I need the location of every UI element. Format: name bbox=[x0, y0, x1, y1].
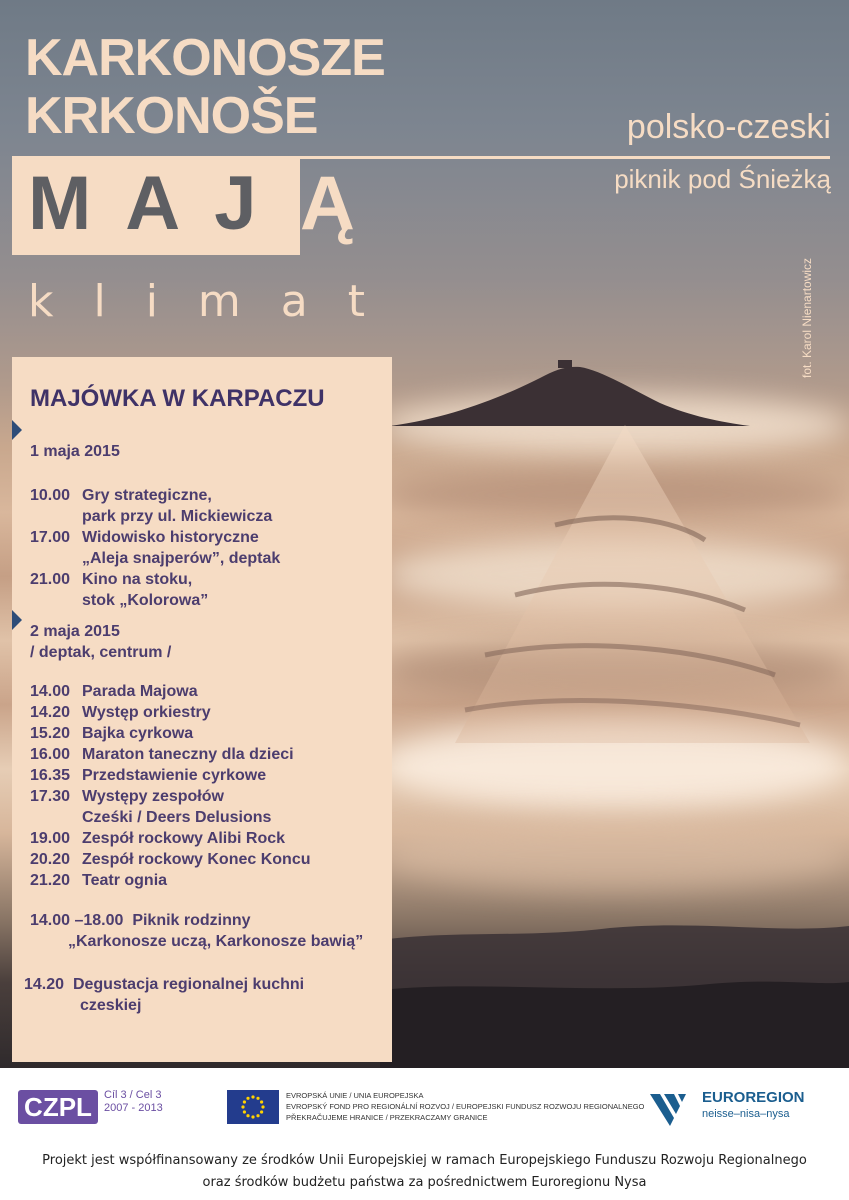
list-item bbox=[30, 786, 271, 828]
photo-credit: fot. Karol Nienartowicz bbox=[800, 257, 814, 378]
euroregion-subtitle: neisse–nisa–nysa bbox=[702, 1108, 790, 1120]
cil3-line2: 2007 - 2013 bbox=[104, 1102, 163, 1114]
cil3-label bbox=[104, 1089, 163, 1115]
czpl-pl: PL bbox=[58, 1092, 92, 1122]
list-item bbox=[30, 870, 167, 891]
czpl-cz: CZ bbox=[24, 1092, 59, 1122]
eu-line: EVROPSKÁ UNIE / UNIA EUROPEJSKA bbox=[286, 1091, 424, 1100]
eu-line: PŘEKRAČUJEME HRANICE / PRZEKRACZAMY GRANICE bbox=[286, 1113, 488, 1122]
triangle-tree-graphic bbox=[455, 425, 815, 745]
event-time: 14.20 bbox=[30, 704, 71, 721]
funding-line: oraz środków budżetu państwa za pośrednictwem Euroregionu Nysa bbox=[202, 1175, 647, 1190]
title-maja: MAJ bbox=[28, 161, 291, 246]
title-karkonosze: KARKONOSZE bbox=[25, 29, 385, 87]
event-text-cont: park przy ul. Mickiewicza bbox=[82, 508, 273, 525]
event-text: Maraton taneczny dla dzieci bbox=[82, 746, 294, 763]
event-text: Gry strategiczne, bbox=[82, 487, 212, 504]
event-time: 10.00 bbox=[30, 487, 71, 504]
event-text-cont: stok „Kolorowa” bbox=[82, 592, 209, 609]
event-text: Występ orkiestry bbox=[82, 704, 211, 721]
funding-statement bbox=[0, 1150, 849, 1194]
eu-fund-text bbox=[286, 1090, 644, 1123]
event-text: Przedstawienie cyrkowe bbox=[82, 767, 267, 784]
title-klimat: klimat bbox=[28, 276, 406, 327]
title-krkonose: KRKONOŠE bbox=[25, 87, 318, 145]
event-time: 14.00 –18.00 bbox=[30, 912, 124, 929]
eu-flag-icon bbox=[227, 1090, 279, 1124]
event-text-cont: czeskiej bbox=[80, 997, 142, 1014]
list-item bbox=[30, 702, 211, 723]
eu-line: EVROPSKÝ FOND PRO REGIONÁLNÍ ROZVOJ / EUROPEJSKI FUNDUSZ ROZWOJU REGIONALNEGO bbox=[286, 1102, 645, 1111]
event-text-cont: „Aleja snajperów”, deptak bbox=[82, 550, 281, 567]
list-item bbox=[30, 681, 198, 702]
list-item bbox=[30, 765, 266, 786]
arrow-icon bbox=[12, 610, 22, 630]
event-text-cont: „Karkonosze uczą, Karkonosze bawią” bbox=[68, 933, 364, 950]
event-text-cont: Cześki / Deers Delusions bbox=[82, 809, 272, 826]
list-item bbox=[30, 828, 285, 849]
list-item bbox=[30, 569, 208, 611]
subtitle-piknik: piknik pod Śnieżką bbox=[614, 164, 831, 194]
event-time: 17.30 bbox=[30, 788, 71, 805]
list-item bbox=[30, 910, 363, 952]
event-text: Piknik rodzinny bbox=[132, 912, 251, 929]
list-item bbox=[30, 527, 280, 569]
subtitle-polsko-czeski: polsko-czeski bbox=[626, 108, 831, 146]
event-time: 14.20 bbox=[24, 976, 65, 993]
schedule-title: MAJÓWKA W KARPACZU bbox=[30, 385, 325, 412]
event-time: 20.20 bbox=[30, 851, 71, 868]
event-text: Kino na stoku, bbox=[82, 571, 193, 588]
event-time: 14.00 bbox=[30, 683, 71, 700]
day1-date: 1 maja 2015 bbox=[30, 443, 120, 460]
event-text: Zespół rockowy Konec Koncu bbox=[82, 851, 311, 868]
event-text: Teatr ognia bbox=[82, 872, 168, 889]
list-item bbox=[30, 485, 272, 527]
event-text: Bajka cyrkowa bbox=[82, 725, 194, 742]
cil3-line1: Cíl 3 / Cel 3 bbox=[104, 1089, 162, 1101]
event-time: 19.00 bbox=[30, 830, 71, 847]
mountain-peak-silhouette bbox=[390, 358, 750, 428]
event-time: 21.00 bbox=[30, 571, 71, 588]
day2-date: 2 maja 2015 bbox=[30, 623, 120, 640]
event-time: 17.00 bbox=[30, 529, 71, 546]
event-text: Parada Majowa bbox=[82, 683, 198, 700]
euroregion-logo-icon bbox=[650, 1090, 696, 1130]
mist-layer bbox=[380, 820, 849, 890]
event-text: Występy zespołów bbox=[82, 788, 224, 805]
event-text: Zespół rockowy Alibi Rock bbox=[82, 830, 286, 847]
forest-silhouette bbox=[380, 900, 849, 1068]
list-item bbox=[24, 974, 304, 1016]
list-item bbox=[30, 744, 294, 765]
title-maja-last-letter: Ą bbox=[300, 161, 355, 246]
event-time: 15.20 bbox=[30, 725, 71, 742]
event-time: 21.20 bbox=[30, 872, 71, 889]
list-item bbox=[30, 849, 310, 870]
schedule-panel bbox=[12, 357, 392, 1062]
event-time: 16.00 bbox=[30, 746, 71, 763]
event-time: 16.35 bbox=[30, 767, 71, 784]
event-text: Widowisko historyczne bbox=[82, 529, 259, 546]
euroregion-name: EUROREGION bbox=[702, 1089, 805, 1106]
list-item bbox=[30, 723, 193, 744]
event-text: Degustacja regionalnej kuchni bbox=[72, 976, 305, 993]
arrow-icon bbox=[12, 420, 22, 440]
funding-line: Projekt jest współfinansowany ze środków Unii Europejskiej w ramach Europejskiego Funduszu Rozwoju Regionalnego bbox=[42, 1153, 807, 1168]
czpl-logo bbox=[18, 1090, 98, 1124]
day2-location: / deptak, centrum / bbox=[30, 644, 172, 661]
